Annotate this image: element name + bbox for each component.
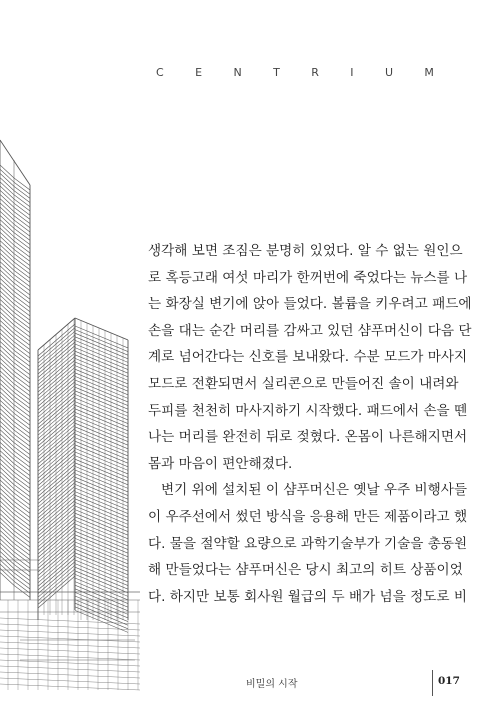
text-line: 몸과 마음이 편안해졌다. — [148, 455, 293, 472]
book-title: 비밀의 시작 — [246, 679, 298, 690]
text-line: 생각해 보면 조짐은 분명히 있었다. 알 수 없는 원인으 — [148, 243, 463, 259]
text-line: 두피를 천천히 마사지하기 시작했다. 패드에서 손을 뗀 — [148, 402, 468, 419]
header-letter: N — [233, 65, 242, 79]
text-line: 로 혹등고래 여섯 마리가 한꺼번에 죽었다는 뉴스를 나 — [148, 269, 468, 286]
header-letter: U — [384, 65, 394, 79]
text-line: 변기 위에 설치된 이 샴푸머신은 옛날 우주 비행사들 — [161, 482, 468, 499]
text-line: 이 우주선에서 썼던 방식을 응용해 만든 제품이라고 했 — [148, 508, 468, 525]
header-letter: C — [156, 65, 164, 79]
header-letter: M — [424, 65, 434, 79]
running-header — [156, 62, 434, 82]
text-line: 계로 넘어간다는 신호를 보내왔다. 수분 모드가 마사지 — [148, 349, 468, 366]
text-line: 손을 대는 순간 머리를 감싸고 있던 샴푸머신이 다음 단 — [148, 322, 472, 339]
tall-tower — [0, 140, 30, 600]
low-block — [0, 560, 140, 690]
paragraph-2 — [148, 477, 468, 610]
text-line: 는 화장실 변기에 앉아 들었다. 볼륨을 키우려고 패드에 — [148, 296, 472, 313]
header-letter: I — [350, 65, 354, 79]
text-line: 다. 물을 절약할 요량으로 과학기술부가 기술을 총동원 — [148, 535, 468, 552]
page-number: 017 — [438, 675, 460, 687]
header-letter: R — [311, 65, 319, 79]
text-line: 해 만들었다는 샴푸머신은 당시 최고의 히트 상품이었 — [148, 562, 463, 579]
text-line: 모드로 전환되면서 실리콘으로 만들어진 솔이 내려와 — [148, 375, 459, 392]
text-line: 나는 머리를 완전히 뒤로 젖혔다. 온몸이 나른해지면서 — [148, 429, 468, 446]
footer-divider — [432, 670, 433, 696]
body-text — [148, 238, 472, 610]
text-line: 다. 하지만 보통 회사원 월급의 두 배가 넘을 정도로 비 — [148, 588, 467, 605]
mid-tower — [38, 318, 128, 632]
header-letter: E — [195, 65, 203, 79]
paragraph-1 — [148, 238, 472, 477]
header-letter: T — [273, 65, 280, 79]
